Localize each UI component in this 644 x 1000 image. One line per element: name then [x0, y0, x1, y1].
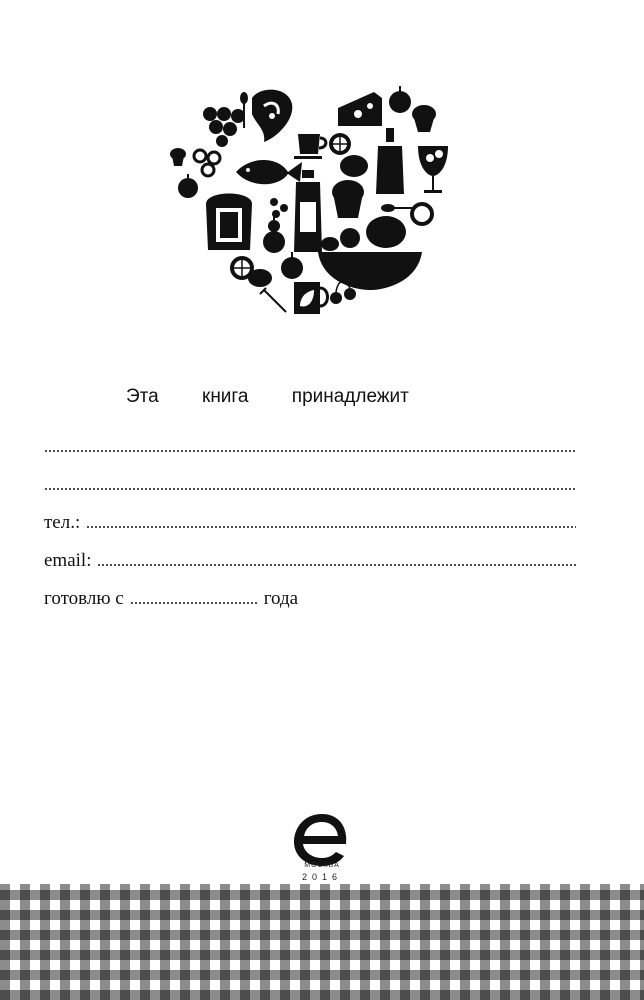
cupcake-icon: [332, 180, 364, 218]
name-line-1[interactable]: [44, 426, 576, 456]
lemon-slice-icon: [329, 133, 351, 155]
pear-icon: [263, 214, 285, 253]
food-heart-icon: [160, 84, 460, 330]
tea-mug-icon: [294, 282, 328, 314]
publisher-city: МОСКВА: [304, 862, 340, 869]
owner-word-1: Эта: [126, 386, 159, 407]
publisher-year: 2016: [301, 872, 343, 882]
apple-icon: [389, 86, 411, 113]
owner-word-3: принадлежит: [291, 386, 409, 407]
cup-icon: [294, 134, 326, 159]
phone-label: тел.:: [44, 512, 81, 533]
dotted-fill-line: [130, 602, 258, 604]
fish-icon: [236, 160, 302, 184]
cooking-since-suffix: года: [263, 588, 299, 609]
muffin-icon: [412, 105, 436, 132]
lemon-left-icon: [248, 269, 272, 287]
phone-line[interactable]: [44, 502, 576, 532]
owner-word-2: книга: [202, 386, 249, 407]
wine-glass-icon: [418, 146, 448, 193]
cooking-since-line[interactable]: [44, 578, 576, 608]
name-line-2[interactable]: [44, 464, 576, 494]
salmon-steak-icon: [252, 90, 292, 142]
cheese-icon: [338, 92, 382, 126]
fork-icon: [260, 288, 286, 312]
dotted-fill-line: [44, 450, 576, 452]
grapes-icon: [194, 107, 245, 176]
apple-small-icon: [178, 174, 198, 198]
bread-icon: [206, 194, 252, 251]
gingham-pattern: [0, 884, 644, 1000]
milk-bottle-icon: [294, 170, 322, 252]
email-line[interactable]: [44, 540, 576, 570]
email-label: email:: [44, 550, 92, 571]
olives-icon: [270, 198, 288, 218]
dotted-fill-line: [44, 488, 576, 490]
dotted-fill-line: [86, 526, 576, 528]
heart-food-icons: [170, 86, 448, 314]
owner-heading: [126, 386, 409, 408]
lemon-half-icon: [410, 202, 434, 226]
spoon-right-icon: [381, 204, 412, 212]
cupcake-small-icon: [170, 148, 186, 166]
fruit-bowl-icon: [318, 216, 422, 290]
cooking-since-label: готовлю с: [44, 588, 124, 609]
lemon-icon: [340, 155, 368, 177]
apple-center-icon: [281, 252, 303, 279]
bottle-icon: [376, 128, 404, 194]
dotted-fill-line: [97, 564, 576, 566]
